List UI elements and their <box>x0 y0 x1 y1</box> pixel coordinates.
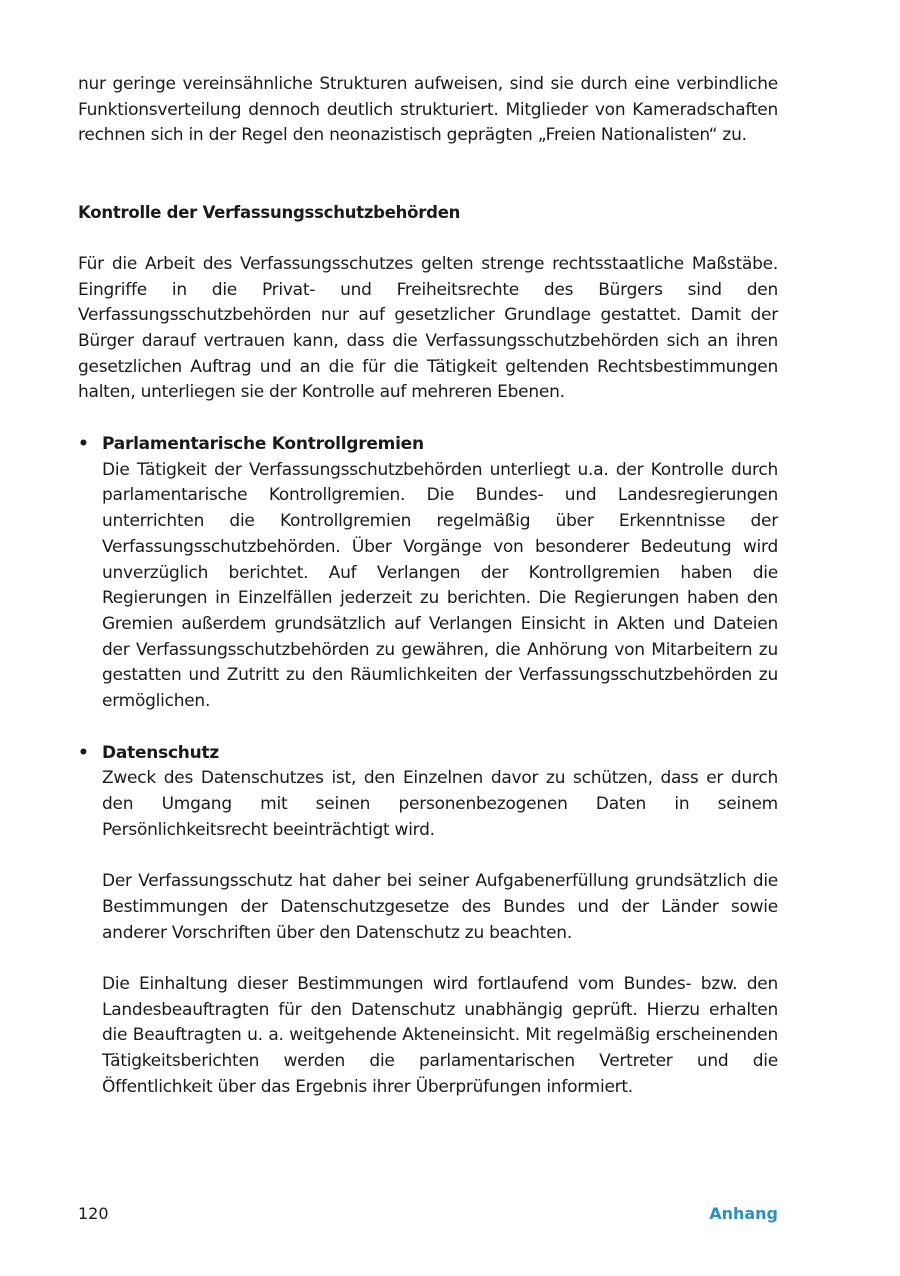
bullet-item-kontrollgremien <box>78 432 778 715</box>
bullet-paragraph: Der Verfassungsschutz hat daher bei seiner Aufgabenerfüllung grundsätzlich die Bestimmungen der Datenschutzgesetze des Bundes und der Länder sowie anderer Vorschriften über den Datenschutz zu beachten. <box>102 871 778 943</box>
bullet-paragraph: Die Tätigkeit der Verfassungsschutzbehörden unterliegt u.a. der Kontrolle durch parlamentarische Kontrollgremien. Die Bundes- und Landesregierungen unterrichten die Kontrollgremien regelmäßig über Erkenntnisse der Verfassungsschutzbehörden. Über Vorgänge von besonderer Bedeutung wird unverzüglich berichtet. Auf Verlangen der Kontrollgremien haben die Regierungen in Einzelfällen jederzeit zu berichten. Die Regierungen haben den Gremien außerdem grundsätzlich auf Verlangen Einsicht in Akten und Dateien der Verfassungsschutzbehörden zu gewähren, die Anhörung von Mitarbeitern zu gestatten und Zutritt zu den Räumlichkeiten der Verfassungsschutzbehörden zu ermöglichen. <box>102 459 778 712</box>
bullet-marker: • <box>78 434 89 455</box>
bullet-item-datenschutz <box>78 741 778 1101</box>
page-number: 120 <box>78 1204 109 1223</box>
bullet-marker: • <box>78 742 89 763</box>
section-paragraph: Für die Arbeit des Verfassungsschutzes gelten strenge rechtsstaatliche Maßstäbe. Eingriffe in die Privat- und Freiheitsrechte des Bürgers sind den Verfassungsschutzbehörden nur auf gesetzlicher Grundlage gestattet. Damit der Bürger darauf vertrauen kann, dass die Verfassungsschutzbehörden sich an ihren gesetzlichen Auftrag und an die für die Tätigkeit geltenden Rechtsbestimmungen halten, unterliegen sie der Kontrolle auf mehreren Ebenen. <box>78 253 778 403</box>
bullet-title: Parlamentarische Kontrollgremien <box>102 434 424 455</box>
running-section-label: Anhang <box>709 1204 778 1223</box>
bullet-title: Datenschutz <box>102 742 220 763</box>
bullet-paragraph: Zweck des Datenschutzes ist, den Einzelnen davor zu schützen, dass er durch den Umgang mit seinen personenbezogenen Daten in seinem Persönlichkeitsrecht beeinträchtigt wird. <box>102 768 778 840</box>
document-page <box>78 72 778 1101</box>
section-heading: Kontrolle der Verfassungsschutzbehörden <box>78 203 461 223</box>
intro-paragraph: nur geringe vereinsähnliche Strukturen aufweisen, sind sie durch eine verbindliche Funktionsverteilung dennoch deutlich strukturiert. Mitglieder von Kameradschaften rechnen sich in der Regel den neonazistisch geprägten „Freien Nationalisten“ zu. <box>78 74 778 146</box>
bullet-paragraph: Die Einhaltung dieser Bestimmungen wird fortlaufend vom Bundes- bzw. den Landesbeauftragten für den Datenschutz unabhängig geprüft. Hierzu erhalten die Beauftragten u. a. weitgehende Akteneinsicht. Mit regelmäßig erscheinenden Tätigkeitsberichten werden die parlamentarischen Vertreter und die Öffentlichkeit über das Ergebnis ihrer Überprüfungen informiert. <box>102 974 778 1097</box>
